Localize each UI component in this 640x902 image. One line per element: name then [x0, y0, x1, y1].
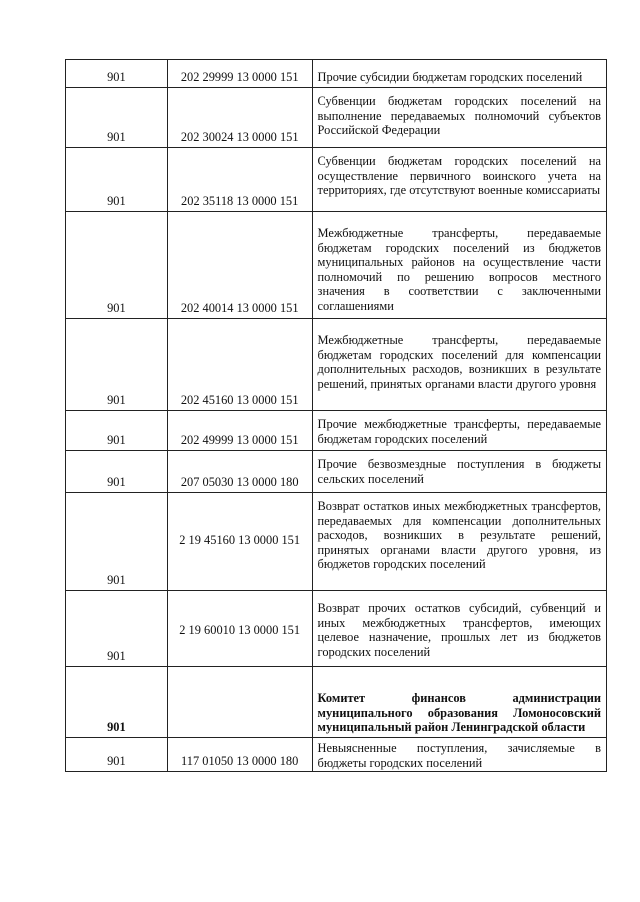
description-cell: Прочие безвозмездные поступления в бюджеты сельских поселений: [313, 451, 607, 492]
budget-code-cell: 2 19 45160 13 0000 151: [168, 493, 313, 590]
admin-code-cell: 901: [66, 738, 168, 771]
table-row: [66, 88, 607, 148]
table-row: [66, 451, 607, 493]
description-cell: Прочие межбюджетные трансферты, передаваемые бюджетам городских поселений: [313, 411, 607, 450]
table-row: [66, 319, 607, 411]
description-cell: Прочие субсидии бюджетам городских поселений: [313, 60, 607, 87]
admin-code-cell: 901: [66, 411, 168, 450]
description-cell: Невыясненные поступления, зачисляемые в бюджеты городских поселений: [313, 738, 607, 771]
table-row: [66, 738, 607, 772]
admin-code-cell: 901: [66, 451, 168, 492]
admin-code-cell: 901: [66, 493, 168, 590]
admin-code-cell: 901: [66, 88, 168, 147]
budget-code-cell: 202 45160 13 0000 151: [168, 319, 313, 410]
admin-code-cell: 901: [66, 148, 168, 211]
budget-code-cell: 202 40014 13 0000 151: [168, 212, 313, 318]
budget-code-cell: 202 35118 13 0000 151: [168, 148, 313, 211]
admin-code-cell: 901: [66, 212, 168, 318]
budget-code-cell: 2 19 60010 13 0000 151: [168, 591, 313, 666]
table-row: [66, 411, 607, 451]
table-row: [66, 212, 607, 319]
budget-code-cell: 202 29999 13 0000 151: [168, 60, 313, 87]
budget-code-cell: 202 49999 13 0000 151: [168, 411, 313, 450]
table-row: [66, 493, 607, 591]
admin-code-cell: 901: [66, 591, 168, 666]
table-row: [66, 60, 607, 88]
admin-code-cell: 901: [66, 667, 168, 737]
admin-code-cell: 901: [66, 319, 168, 410]
description-cell: Межбюджетные трансферты, передаваемые бюджетам городских поселений из бюджетов муниципальных районов на осуществление части полномочий по решению вопросов местного значения в соответствии с заключенными соглашениями: [313, 212, 607, 318]
description-cell: Возврат остатков иных межбюджетных трансфертов, передаваемых для компенсации дополнительных расходов, возникших в результате решений, принятых органами власти другого уровня, из бюджетов городских поселений: [313, 493, 607, 590]
budget-codes-table: [65, 59, 607, 772]
description-cell: Субвенции бюджетам городских поселений на выполнение передаваемых полномочий субъектов Российской Федерации: [313, 88, 607, 147]
admin-code-cell: 901: [66, 60, 168, 87]
budget-code-cell: 207 05030 13 0000 180: [168, 451, 313, 492]
department-heading-cell: Комитет финансов администрации муниципального образования Ломоносовский муниципальный район Ленинградской области: [313, 667, 607, 737]
budget-code-cell: 202 30024 13 0000 151: [168, 88, 313, 147]
table-row: [66, 148, 607, 212]
table-row: [66, 591, 607, 667]
table-row: [66, 667, 607, 738]
description-cell: Межбюджетные трансферты, передаваемые бюджетам городских поселений для компенсации дополнительных расходов, возникших в результате решений, принятых органами власти другого уровня: [313, 319, 607, 410]
budget-code-cell: 117 01050 13 0000 180: [168, 738, 313, 771]
description-cell: Субвенции бюджетам городских поселений на осуществление первичного воинского учета на территориях, где отсутствуют военные комиссариаты: [313, 148, 607, 211]
budget-code-cell: [168, 667, 313, 737]
description-cell: Возврат прочих остатков субсидий, субвенций и иных межбюджетных трансфертов, имеющих целевое назначение, прошлых лет из бюджетов городских поселений: [313, 591, 607, 666]
